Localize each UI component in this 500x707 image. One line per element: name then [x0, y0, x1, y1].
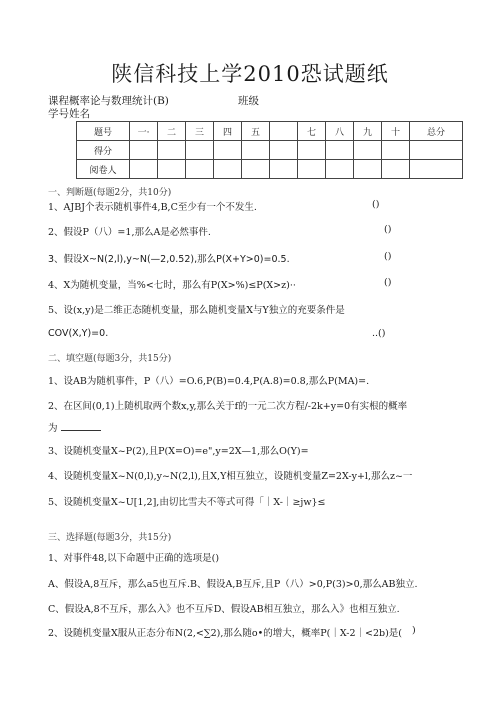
column-header: 七: [298, 122, 326, 141]
column-header: 十: [382, 122, 410, 141]
grader-cell: [242, 160, 270, 179]
question: 2、假设P（八）=1,那么A是必然事件.: [48, 227, 211, 238]
course-label: 课程概率论与数理统计(B): [48, 95, 169, 107]
score-cell: [158, 141, 186, 160]
answer-parens: ): [412, 625, 416, 636]
score-table-row-score: [77, 141, 463, 160]
question: 1、设AB为随机事件，P（八）=O.6,P(B)=0.4,P(A.8)=0.8,那么P(MA)=.: [48, 376, 370, 387]
student-label: 学号姓名: [48, 108, 90, 120]
score-cell: [242, 141, 270, 160]
score-cell: [270, 141, 298, 160]
question: 5、设随机变量X~U[1,2],由切比雪夫不等式可得「｜X-｜≥jw}≤: [48, 497, 326, 508]
score-cell: [186, 141, 214, 160]
grader-cell: [354, 160, 382, 179]
score-cell: [410, 141, 463, 160]
section-heading: 二、填空题(每题3分，共15分): [48, 354, 172, 364]
column-header: 三: [186, 122, 214, 141]
question: 2、在区间(0,1)上随机取两个数x,y,那么关于f的一元二次方程/-2k+y=0有实根的概率: [48, 401, 408, 412]
option-line: C、假设A,8不互斥，那么入》也不互斥D、假设AB相互独立，那么入》也相互独立.: [48, 604, 400, 615]
column-header: 一·: [130, 122, 158, 141]
grader-cell: [186, 160, 214, 179]
column-header: 四: [214, 122, 242, 141]
section-heading: 一、判断题(每题2分，共10分): [48, 188, 172, 198]
question: 2、设随机变量X服从正态分布N(2,<∑2),那么随o•的增大，概率P(｜X-2｜<2b)是(: [48, 628, 403, 639]
grader-cell: [326, 160, 354, 179]
answer-parens: (): [372, 199, 380, 210]
grader-cell: [298, 160, 326, 179]
score-cell: [326, 141, 354, 160]
grader-cell: [270, 160, 298, 179]
answer-parens: (): [384, 224, 392, 235]
column-header: 九: [354, 122, 382, 141]
option-line: A、假设A,8互斥，那么a5也互斥.B、假设A,B互斥,且P（八）>0,P(3)>0,那么AB独立.: [48, 579, 418, 590]
grader-cell: [382, 160, 410, 179]
score-table-row-number: [77, 122, 463, 141]
page-title: 陕信科技上学2010恐试题纸: [111, 62, 389, 86]
column-header: [270, 122, 298, 141]
question: 3、设随机变量X~P(2),且P(X=O)=e",y=2X—1,那么O(Y)=: [48, 446, 309, 457]
class-label: 班级: [238, 95, 259, 107]
question: 5、设(x,y)是二维正态随机变量，那么随机变量X与Y独立的充要条件是: [48, 305, 345, 316]
column-header: 五: [242, 122, 270, 141]
score-cell: [298, 141, 326, 160]
score-cell: [354, 141, 382, 160]
section-heading: 三、选择题(每题3分，共15分): [48, 533, 172, 543]
score-cell: [382, 141, 410, 160]
grader-cell: [158, 160, 186, 179]
answer-parens: (): [384, 251, 392, 262]
row-label: 阅卷人: [77, 160, 130, 179]
question: 1、对事件48,以下命题中正确的选项是(): [48, 553, 220, 564]
column-header: 总分: [410, 122, 463, 141]
answer-blank: [61, 422, 101, 431]
answer-parens: (): [384, 277, 392, 288]
grader-cell: [410, 160, 463, 179]
column-header: 二: [158, 122, 186, 141]
grader-cell: [214, 160, 242, 179]
row-label: 题号: [77, 122, 130, 141]
answer-parens: ..(): [372, 328, 386, 339]
question-text: 为: [48, 423, 58, 434]
question: 3、假设X~N(2,l),y~N(—2,0.52),那么P(X+Y>0)=0.5.: [48, 254, 290, 265]
score-cell: [130, 141, 158, 160]
question: 1、AJBJ个表示随机事件4,B,C至少有一个不发生.: [48, 202, 257, 213]
question: 4、设随机变量X~N(0,l),y~N(2,l),且X,Y相互独立，设随机变量Z=2X-y+l,那么z~一: [48, 471, 413, 482]
score-table: [76, 121, 463, 179]
score-table-row-grader: [77, 160, 463, 179]
row-label: 得分: [77, 141, 130, 160]
question-continuation: [48, 420, 101, 434]
score-cell: [214, 141, 242, 160]
column-header: 八: [326, 122, 354, 141]
question: COV(X,Y)=0.: [48, 328, 109, 339]
grader-cell: [130, 160, 158, 179]
question: 4、X为随机变量，当%<七时，那么有P(X>%)≤P(X>z)··: [48, 280, 296, 291]
